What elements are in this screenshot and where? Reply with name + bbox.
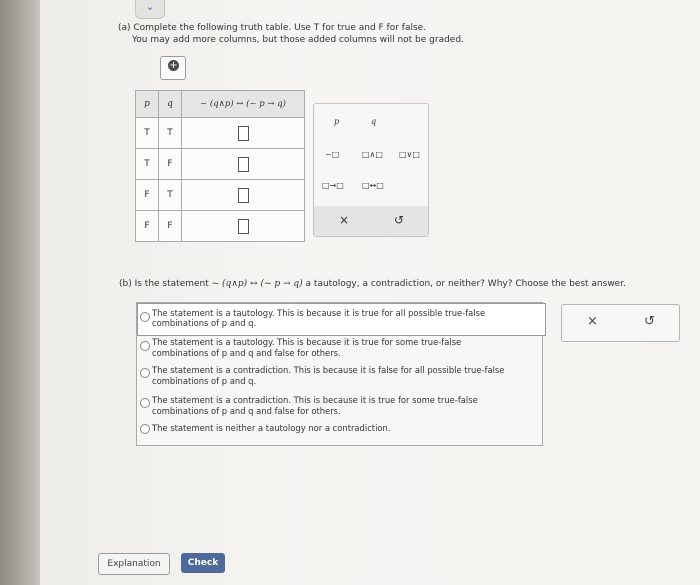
option-5-line1[interactable]: The statement is neither a tautology nor a contradiction. bbox=[152, 423, 391, 433]
answer-input[interactable] bbox=[238, 188, 249, 203]
palette-actions bbox=[314, 206, 428, 236]
answer-cell[interactable] bbox=[182, 211, 305, 242]
add-column-button[interactable] bbox=[160, 56, 186, 80]
header-q: q bbox=[159, 91, 182, 118]
cell-q: T bbox=[159, 180, 182, 211]
answer-cell[interactable] bbox=[182, 180, 305, 211]
part-b-action-box bbox=[561, 304, 680, 342]
question-suffix: a tautology, a contradiction, or neither? Why? Choose the best answer. bbox=[305, 279, 626, 289]
option-2-line2[interactable]: combinations of p and q and false for others. bbox=[152, 348, 341, 358]
palette-q-button[interactable]: q bbox=[371, 117, 377, 126]
cell-q: F bbox=[159, 211, 182, 242]
truth-table bbox=[135, 90, 305, 242]
option-3-line2[interactable]: combinations of p and q. bbox=[152, 376, 257, 386]
option-3-radio[interactable] bbox=[140, 368, 150, 378]
part-a-instruction-line1: (a) Complete the following truth table. Use T for true and F for false. bbox=[118, 23, 427, 33]
cell-p: T bbox=[136, 118, 159, 149]
question-prefix: (b) Is the statement bbox=[119, 279, 209, 289]
question-statement: ~ (q∧p) ↔ (~ p → q) bbox=[211, 279, 303, 289]
cell-p: T bbox=[136, 149, 159, 180]
palette-undo-icon[interactable]: ↺ bbox=[394, 213, 405, 227]
explanation-button[interactable]: Explanation bbox=[98, 553, 170, 575]
clear-icon[interactable]: × bbox=[587, 314, 598, 329]
header-p: p bbox=[136, 91, 159, 118]
cell-q: T bbox=[159, 118, 182, 149]
option-4-line2[interactable]: combinations of p and q and false for others. bbox=[152, 406, 341, 416]
answer-cell[interactable] bbox=[182, 118, 305, 149]
table-row bbox=[136, 149, 305, 180]
option-3-line1[interactable]: The statement is a contradiction. This is because it is false for all possible true-false bbox=[152, 365, 505, 375]
undo-icon[interactable]: ↺ bbox=[644, 314, 655, 329]
palette-iff-button[interactable]: □↔□ bbox=[362, 181, 384, 190]
check-button[interactable]: Check bbox=[181, 553, 225, 573]
part-a-instruction-line2: You may add more columns, but those added columns will not be graded. bbox=[132, 35, 464, 45]
option-1-radio[interactable] bbox=[140, 312, 150, 322]
table-row bbox=[136, 118, 305, 149]
palette-clear-icon[interactable]: × bbox=[339, 213, 350, 227]
answer-input[interactable] bbox=[238, 126, 249, 141]
cell-q: F bbox=[159, 149, 182, 180]
palette-p-button[interactable]: p bbox=[334, 117, 340, 126]
answer-options bbox=[136, 302, 543, 446]
palette-negation-button[interactable]: ~□ bbox=[325, 150, 340, 159]
option-4-line1[interactable]: The statement is a contradiction. This is because it is true for some true-false bbox=[152, 395, 478, 405]
page-background bbox=[40, 0, 700, 585]
answer-input[interactable] bbox=[238, 157, 249, 172]
symbol-palette bbox=[313, 103, 429, 237]
part-b-question bbox=[119, 279, 626, 289]
option-1-line1[interactable]: The statement is a tautology. This is because it is true for all possible true-false bbox=[152, 308, 486, 318]
truth-table-header bbox=[136, 91, 305, 118]
header-statement: ~ (q∧p) ↔ (~ p → q) bbox=[182, 91, 305, 118]
cell-p: F bbox=[136, 180, 159, 211]
table-row bbox=[136, 211, 305, 242]
palette-and-button[interactable]: □∧□ bbox=[362, 150, 383, 159]
collapse-chevron-icon[interactable]: ⌄ bbox=[135, 0, 165, 19]
plus-circle-icon: + bbox=[169, 60, 178, 71]
palette-implies-button[interactable]: □→□ bbox=[322, 181, 344, 190]
palette-or-button[interactable]: □∨□ bbox=[399, 150, 420, 159]
option-2-line1[interactable]: The statement is a tautology. This is because it is true for some true-false bbox=[152, 337, 462, 347]
option-5-radio[interactable] bbox=[140, 424, 150, 434]
cell-p: F bbox=[136, 211, 159, 242]
table-row bbox=[136, 180, 305, 211]
answer-input[interactable] bbox=[238, 219, 249, 234]
option-4-radio[interactable] bbox=[140, 398, 150, 408]
answer-cell[interactable] bbox=[182, 149, 305, 180]
option-1-line2[interactable]: combinations of p and q. bbox=[152, 318, 257, 328]
option-2-radio[interactable] bbox=[140, 341, 150, 351]
